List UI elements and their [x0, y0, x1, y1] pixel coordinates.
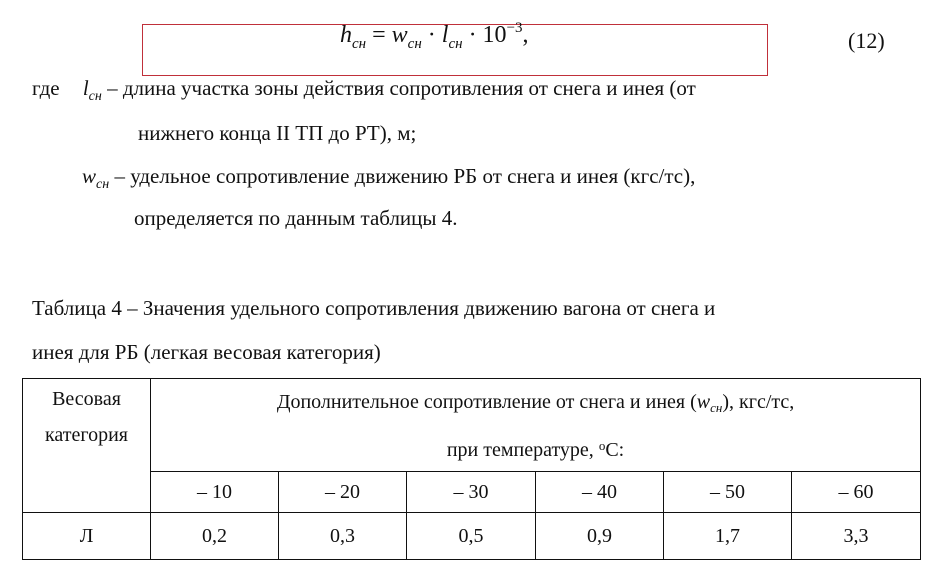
definition-w-text1: – удельное сопротивление движению РБ от снега и инея (кгс/тс), [109, 164, 696, 188]
temperature-header: – 60 [792, 472, 921, 513]
header-additional-resistance: Дополнительное сопротивление от снега и инея $(w_{сн})$, кгс/тс, при температуре, $^о$С: [151, 379, 921, 472]
header-weight-category: Весовая категория [23, 379, 151, 513]
category-cell: Л [23, 513, 151, 560]
formula-w-sub: сн [407, 36, 422, 52]
formula-dot1: · [421, 22, 442, 48]
temperature-header: – 50 [664, 472, 792, 513]
formula-h: h [340, 22, 352, 48]
formula-dot2: · 10 [462, 22, 507, 48]
definition-w-line1 [82, 164, 695, 193]
formula-l: l [441, 22, 449, 48]
formula-exponent: −3 [506, 20, 523, 36]
value-cell: 0,9 [536, 513, 664, 560]
temperature-header: – 30 [407, 472, 536, 513]
resistance-table [22, 378, 921, 560]
value-cell: 1,7 [664, 513, 792, 560]
definition-l-line2: нижнего конца II ТП до РТ), м; [138, 121, 417, 145]
symbol-w: $w_{сн}$ [82, 164, 110, 192]
value-cell: 3,3 [792, 513, 921, 560]
definition-l-line1 [32, 76, 696, 105]
formula-12 [340, 20, 529, 53]
formula-h-sub: сн [352, 36, 367, 52]
temperature-header: – 10 [151, 472, 279, 513]
table-caption-line2: инея для РБ (легкая весовая категория) [32, 340, 381, 364]
value-cell: 0,3 [279, 513, 407, 560]
value-cell: 0,5 [407, 513, 536, 560]
formula-w: w [391, 22, 408, 48]
formula-comma: , [522, 22, 529, 48]
value-cell: 0,2 [151, 513, 279, 560]
definition-l-text1: – длина участка зоны действия сопротивления от снега и инея (от [101, 76, 696, 100]
formula-equals: = [366, 22, 392, 48]
formula-l-sub: сн [448, 36, 463, 52]
equation-number: (12) [848, 28, 885, 53]
table-caption-line1: Таблица 4 – Значения удельного сопротивления движению вагона от снега и [32, 296, 716, 320]
table-row [23, 513, 921, 560]
temperature-header: – 20 [279, 472, 407, 513]
symbol-l: $l_{сн}$ [82, 76, 102, 104]
temperature-header: – 40 [536, 472, 664, 513]
definition-w-line2: определяется по данным таблицы 4. [134, 206, 458, 230]
where-word: где [32, 76, 60, 100]
